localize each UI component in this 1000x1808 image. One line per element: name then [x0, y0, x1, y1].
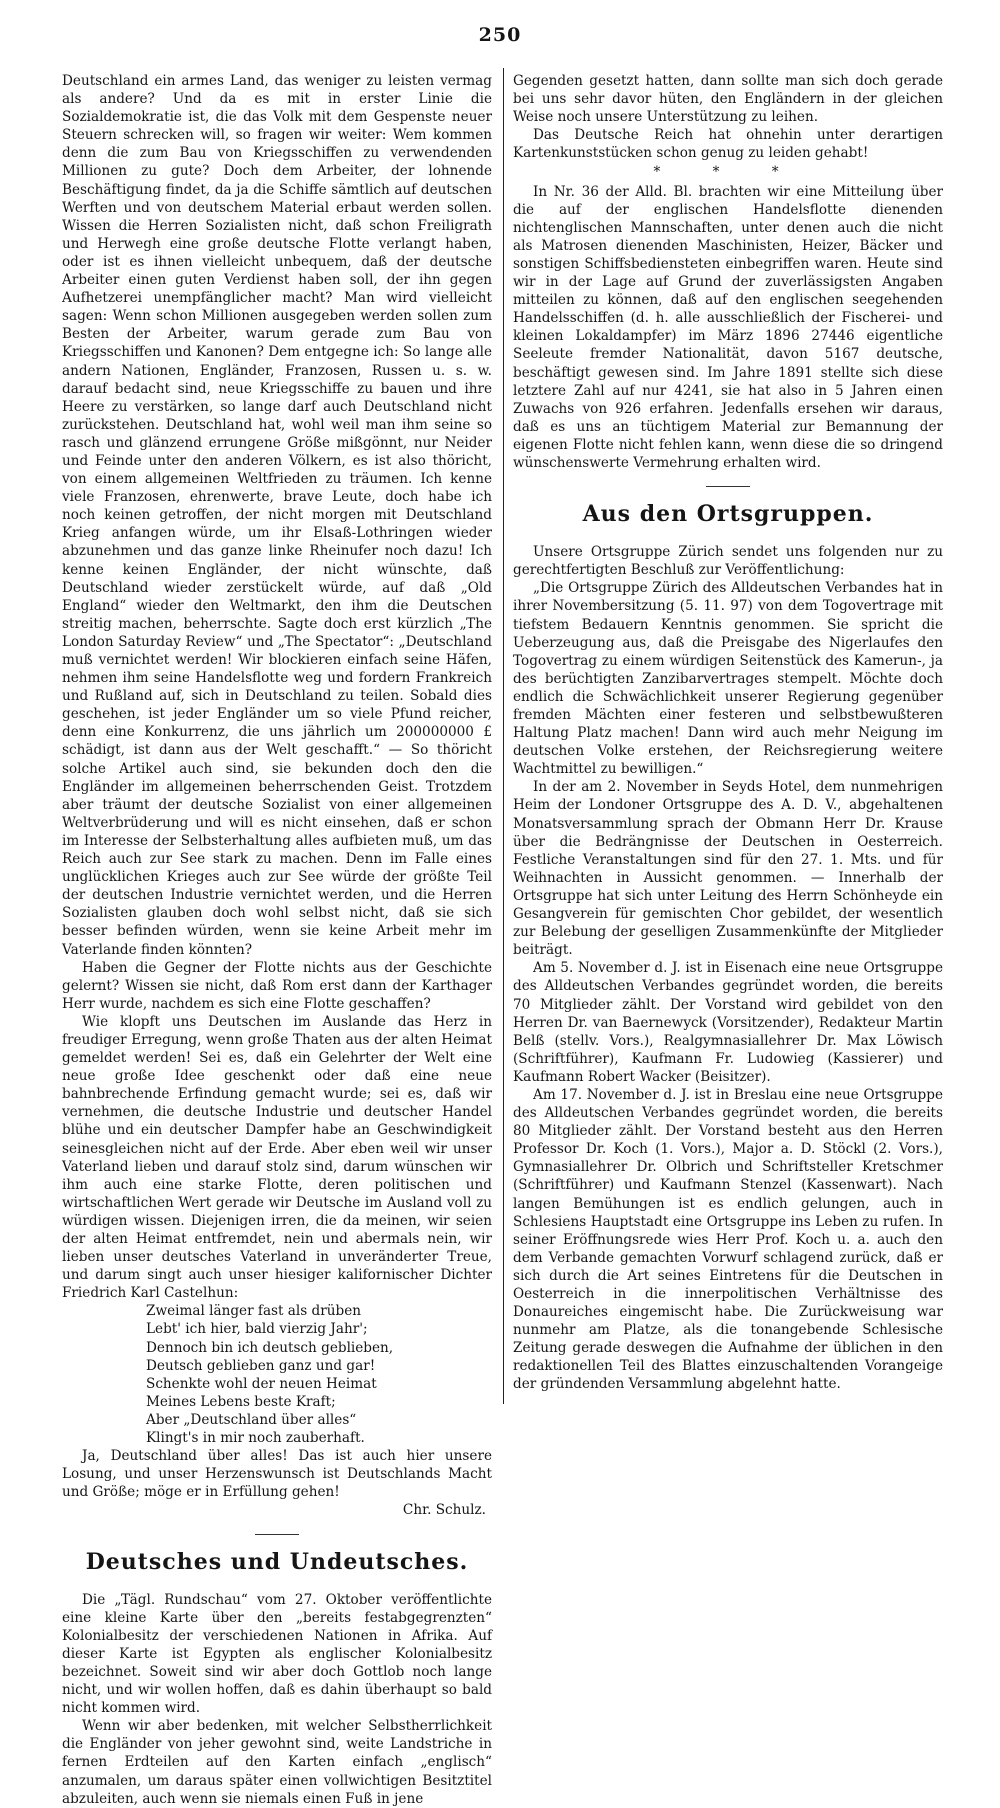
left-column: [62, 72, 492, 1808]
right-column: [513, 72, 943, 1394]
poem-line: Klingt's in mir noch zauberhaft.: [146, 1430, 365, 1447]
poem-line: Dennoch bin ich deutsch geblieben,: [146, 1339, 394, 1356]
article-paragraph: Haben die Gegner der Flotte nichts aus der Geschichte gelernt? Wissen sie nicht, daß Rom erst dann der Karthager Herr wurde, nachdem es sich eine Flotte geschaffen?: [62, 959, 492, 1012]
section-separator: [706, 486, 750, 487]
continued-paragraph: Gegenden gesetzt hatten, dann sollte man sich doch gerade bei uns sehr davor hüten, den Engländern in der gleichen Weise noch unsere Unterstützung zu leihen.: [513, 73, 943, 126]
author-signature: Chr. Schulz.: [402, 1502, 486, 1519]
section-heading: Deutsches und Undeutsches.: [85, 1548, 469, 1575]
poem-line: Lebt' ich hier, bald vierzig Jahr';: [146, 1321, 368, 1338]
poem-line: Schenkte wohl der neuen Heimat: [146, 1375, 377, 1392]
poem-line: Aber „Deutschland über alles“: [146, 1411, 357, 1428]
section-paragraph: „Die Ortsgruppe Zürich des Alldeutschen Verbandes hat in ihrer Novembersitzung (5. 11. 97) von dem Togovertrage mit tiefstem Bedauern Kenntnis genommen. Sie spricht die Ueberzeugung aus, daß die Preisgabe des Nigerlaufes den Togovertrag zu einem würdigen Seitenstück des Kamerun-, ja des berüchtigten Zanzibarvertrages stempelt. Möchte doch endlich die Schwächlichkeit unserer Regierung gegenüber fremden Mächten einer festeren und selbstbewußteren Haltung Platz machen! Dann wird auch mehr Neigung im deutschen Volke erstehen, der Reichsregierung weitere Wachtmittel zu bewilligen.“: [513, 580, 943, 778]
section-paragraph: Wenn wir aber bedenken, mit welcher Selbstherrlichkeit die Engländer von jeher gewohnt sind, weite Landstriche in fernen Erdteilen auf den Karten einfach „englisch“ anzumalen, um daraus später einen vollwichtigen Besitztitel abzuleiten, auch wenn sie niemals einen Fuß in jene: [62, 1718, 492, 1807]
poem-line: Meines Lebens beste Kraft;: [146, 1393, 336, 1410]
section-paragraph: Am 17. November d. J. ist in Breslau eine neue Ortsgruppe des Alldeutschen Verbandes gegründet worden, die bereits 80 Mitglieder zählt. Der Vorstand besteht aus den Herren Professor Dr. Koch (1. Vors.), Major a. D. Stöckl (2. Vors.), Gymnasiallehrer Dr. Olbrich und Schriftsteller Kretschmer (Schriftführer) und Kaufmann Stenzel (Kassenwart). Nach langen Bemühungen ist es endlich gelungen, auch in Schlesiens Hauptstadt eine Ortsgruppe ins Leben zu rufen. In seiner Eröffnungsrede wies Herr Prof. Koch u. a. auch den dem Verbande gemachten Vorwurf schlagend zurück, daß er sich durch die Art seines Eintretens für die Deutschen in Oesterreich in die innerpolitischen Verhältnisse des Donaureiches eingemischt habe. Die Zurückweisung war nunmehr am Platze, als die tonangebende Schlesische Zeitung gerade deswegen die Aufnahme der üblichen in den redaktionellen Teil des Blattes einzuschaltenden Vorangeige der gründenden Versammlung abgelehnt hatte.: [513, 1086, 943, 1393]
section-paragraph: Unsere Ortsgruppe Zürich sendet uns folgenden nur zu gerechtfertigten Beschluß zur Veröffentlichung:: [513, 544, 943, 579]
poem-line: Deutsch geblieben ganz und gar!: [146, 1357, 376, 1374]
poem-line: Zweimal länger fast als drüben: [146, 1303, 362, 1320]
notice-paragraph: In Nr. 36 der Alld. Bl. brachten wir eine Mitteilung über die auf der englischen Handelsflotte dienenden nichtenglischen Mannschaften, unter denen auch die nicht als Matrosen dienenden Maschinisten, Heizer, Bäcker und sonstigen Schiffsbediensteten einbegriffen waren. Heute sind wir in der Lage auf Grund der zuverlässigsten Angaben mitteilen zu können, daß auf den englischen seegehenden Handelsschiffen (d. h. alle ausschließlich der Fischerei- und kleinen Lokaldampfer) im März 1896 27446 eigentliche Seeleute fremder Nationalität, davon 5167 deutsche, beschäftigt gewesen sind. Im Jahre 1891 stellte sich diese letztere Zahl auf nur 4241, sie hat also in 5 Jahren einen Zuwachs von 926 erfahren. Jedenfalls ersehen wir daraus, daß es uns an tüchtigem Material zur Bemannung der eigenen Flotte nicht fehlen kann, wenn diese die so dringend wünschenswerte Vermehrung erhalten wird.: [513, 183, 943, 471]
article-paragraph: Das Deutsche Reich hat ohnehin unter derartigen Kartenkunststücken schon genug zu leiden gehabt!: [513, 127, 943, 162]
closing-paragraph: Ja, Deutschland über alles! Das ist auch hier unsere Losung, und unser Herzenswunsch ist Deutschlands Macht und Größe; möge er in Erfüllung gehen!: [62, 1448, 492, 1501]
article-paragraph: Deutschland ein armes Land, das weniger zu leisten vermag als andere? Und da es mit in erster Linie die Sozialdemokratie ist, die das Volk mit dem Gespenste neuer Steuern schrecken will, so fragen wir weiter: Wem kommen denn die zum Bau von Kriegsschiffen zu verwendenden Millionen zu gute? Doch dem Arbeiter, der lohnende Beschäftigung findet, da ja die Schiffe sämtlich auf deutschen Werften und von deutschem Material erbaut werden sollen. Wissen die Herren Sozialisten nicht, daß schon Freiligrath und Herwegh eine große deutsche Flotte verlangt haben, oder ist es ihnen vielleicht unbequem, daß der deutsche Arbeiter einen guten Verdienst haben soll, der ihn gegen Aufhetzerei unempfänglicher macht? Man wird vielleicht sagen: Wenn schon Millionen ausgegeben werden sollen zum Besten der Arbeiter, warum gerade zum Bau von Kriegsschiffen und Kanonen? Dem entgegne ich: So lange alle andern Nationen, Engländer, Franzosen, Russen u. s. w. darauf bedacht sind, neue Kriegsschiffe zu bauen und ihre Heere zu verstärken, so lange darf auch Deutschland nicht zurückstehen. Deutschland hat, wohl weil man ihm seine so rasch und glänzend errungene Größe mißgönnt, nur Neider und Feinde unter den anderen Völkern, es ist also thöricht, von einem allgemeinen Weltfrieden zu träumen. Ich kenne viele Franzosen, ehrenwerte, brave Leute, doch habe ich noch keinen getroffen, der nicht morgen mit Deutschland Krieg anfangen würde, um ihr Elsaß-Lothringen wieder abzunehmen und das ganze linke Rheinufer noch dazu! Ich kenne keinen Engländer, der nicht wünschte, daß Deutschland wieder zerstückelt würde, auf daß „Old England“ wieder den Weltmarkt, den ihm die Deutschen streitig machen, beherrschte. Sagte doch erst kürzlich „The London Saturday Review“ und „The Spectator“: „Deutschland muß vernichtet werden! Wir blockieren einfach seine Häfen, nehmen ihm seine Handelsflotte weg und fordern Frankreich und Rußland auf, sich in Deutschland zu teilen. Sobald dies geschehen, ist jeder Engländer um so viele Pfund reicher, denn eine Konkurrenz, die uns jährlich um 200000000 £ schädigt, ist dann aus der Welt geschafft.“ — So thöricht solche Artikel auch sind, sie bekunden doch den die Engländer im allgemeinen beherrschenden Geist. Trotzdem aber träumt der deutsche Sozialist von einer allgemeinen Weltverbrüderung und will es nicht einsehen, daß er schon im Interesse der Selbsterhaltung alles aufbieten muß, um das Reich auch zur See stark zu machen. Denn im Falle eines unglücklichen Krieges auch zur See würde der größte Teil der deutschen Industrie vernichtet werden, und die Herren Sozialisten glauben doch wohl selbst nicht, daß sie sich besser befinden würden, wenn sie keine Arbeit mehr im Vaterlande finden könnten?: [62, 73, 492, 958]
section-paragraph: Die „Tägl. Rundschau“ vom 27. Oktober veröffentlichte eine kleine Karte über den „bereits festabgegrenzten“ Kolonialbesitz der verschiedenen Nationen in Afrika. Auf dieser Karte ist Egypten als englischer Kolonialbesitz bezeichnet. Soweit sind wir aber doch Gottlob noch lange nicht, und wir wollen hoffen, daß es dahin überhaupt so bald nicht kommen wird.: [62, 1591, 492, 1717]
asterism: * * *: [653, 164, 803, 181]
page-number: 250: [478, 24, 522, 46]
section-paragraph: Am 5. November d. J. ist in Eisenach eine neue Ortsgruppe des Alldeutschen Verbandes gegründet worden, die bereits 70 Mitglieder zählt. Der Vorstand wird gebildet von den Herren Dr. van Baernewyck (Vorsitzender), Redakteur Martin Belß (stellv. Vors.), Realgymnasiallehrer Dr. Max Löwisch (Schriftführer), Kaufmann Fr. Ludowieg (Kassierer) und Kaufmann Robert Wacker (Beisitzer).: [513, 960, 943, 1085]
column-divider: [503, 68, 504, 1404]
section-heading: Aus den Ortsgruppen.: [582, 501, 874, 528]
poem: [146, 1302, 492, 1447]
section-paragraph: In der am 2. November in Seyds Hotel, dem nunmehrigen Heim der Londoner Ortsgruppe des A. D. V., abgehaltenen Monatsversammlung sprach der Obmann Herr Dr. Krause über die Bedrängnisse der Deutschen in Oesterreich. Festliche Veranstaltungen sind für den 27. 1. Mts. und für Weihnachten in Aussicht genommen. — Innerhalb der Ortsgruppe hat sich unter Leitung des Herrn Schönheyde ein Gesangverein für gemischten Chor gebildet, der wesentlich zur Belebung der geselligen Zusammenkünfte der Mitglieder beiträgt.: [513, 779, 943, 959]
article-paragraph: Wie klopft uns Deutschen im Auslande das Herz in freudiger Erregung, wenn große Thaten aus der alten Heimat gemeldet werden! Sei es, daß ein Gelehrter der Welt eine neue große Idee geschenkt oder daß eine neue bahnbrechende Erfindung gemacht wurde; sei es, daß wir vernehmen, die deutsche Industrie und deutscher Handel blühe und ein deutscher Dampfer habe an Geschwindigkeit seinesgleichen nicht auf der Erde. Aber eben weil wir unser Vaterland lieben und darauf stolz sind, darum wünschen wir ihm auch eine starke Flotte, deren politischen und wirtschaftlichen Wert gerade wir Deutsche im Ausland voll zu würdigen wissen. Diejenigen irren, die da meinen, wir seien der alten Heimat entfremdet, nein und abermals nein, wir lieben unser deutsches Vaterland in unveränderter Treue, und darum singt auch unser hiesiger kalifornischer Dichter Friedrich Karl Castelhun:: [62, 1013, 492, 1302]
section-separator: [255, 1534, 299, 1535]
